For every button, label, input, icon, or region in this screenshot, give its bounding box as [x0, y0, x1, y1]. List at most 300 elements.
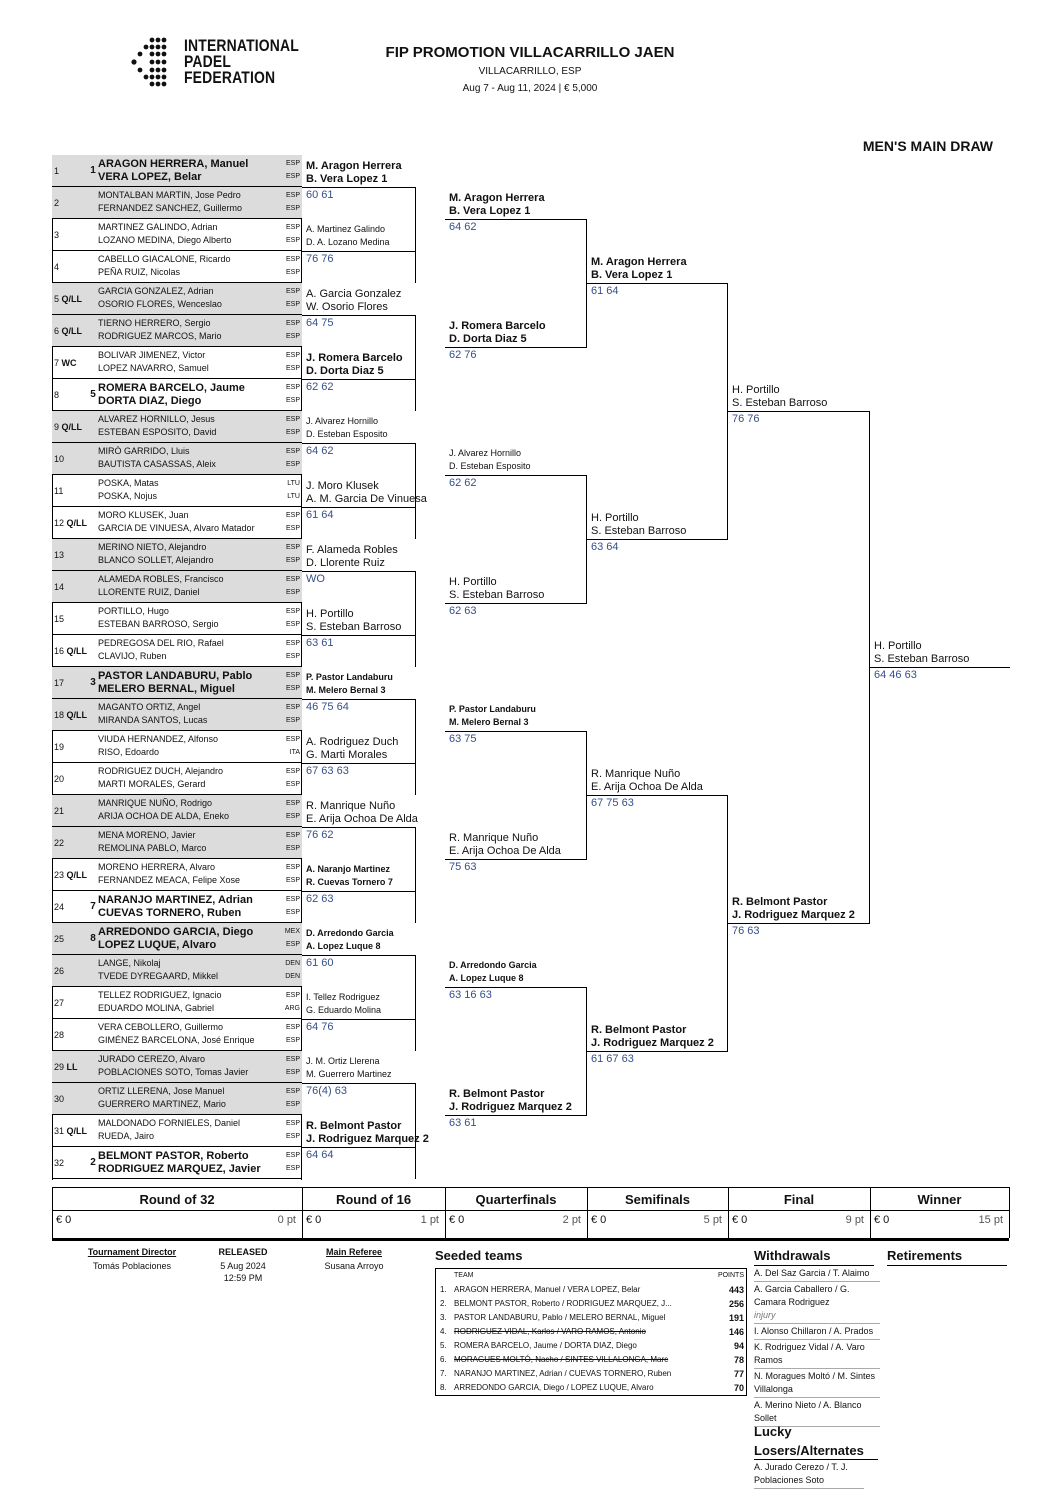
lucky-losers-list	[754, 1460, 864, 1489]
entry-row	[52, 1147, 302, 1179]
player-firstname: Mario	[196, 331, 222, 341]
draw-position-number: 15	[54, 614, 65, 624]
player-firstname: Alvaro	[179, 939, 217, 951]
draw-position-number: 4	[54, 262, 60, 272]
player-name	[98, 939, 288, 951]
r16-team-player-a: A. Rodriguez Duch	[306, 736, 399, 748]
final-winner-line	[728, 923, 870, 924]
player-name	[98, 254, 288, 265]
points-col-header: POINTS	[717, 1272, 744, 1279]
draw-position	[54, 315, 88, 347]
seed-points: 256	[728, 1299, 744, 1309]
country-code: ESP	[285, 237, 300, 244]
entry-row	[52, 507, 302, 539]
player-firstname: David	[190, 427, 217, 437]
player-surname: POSKA,	[98, 491, 132, 501]
round-name: Round of 32	[139, 1192, 215, 1207]
draw-position	[54, 1147, 88, 1179]
sf-team-player-a: M. Aragon Herrera	[591, 256, 687, 268]
draw-position	[54, 411, 88, 443]
qf-score: 63 75	[449, 733, 477, 745]
r16-team-player-a: P. Pastor Landaburu	[306, 672, 393, 682]
country-code: ESP	[285, 800, 300, 807]
sf-score: 61 67 63	[591, 1053, 634, 1065]
draw-position-number: 28	[54, 1030, 65, 1040]
entry-row	[52, 187, 302, 219]
player-firstname: Adrian	[185, 286, 214, 296]
draw-position	[54, 955, 88, 987]
draw-position-number: 12	[54, 518, 65, 528]
sf-winner-line	[587, 795, 728, 796]
player-surname: MANRIQUE NUÑO,	[98, 798, 179, 808]
player-surname: NARANJO MARTINEZ,	[98, 894, 216, 906]
r16-score: 64 76	[306, 1021, 334, 1033]
round-points: 1 pt	[420, 1214, 439, 1226]
sf-winner-line	[587, 283, 728, 284]
withdrawals-list	[754, 1266, 880, 1427]
player-surname: RODRIGUEZ MARCOS,	[98, 331, 197, 341]
seed-points: 70	[733, 1383, 744, 1393]
referee-label: Main Referee	[325, 1247, 383, 1257]
player-firstname: Diego	[167, 395, 202, 407]
qf-winner-line	[445, 987, 587, 988]
player-surname: ESTEBAN BARROSO,	[98, 619, 191, 629]
player-surname: RUEDA,	[98, 1131, 133, 1141]
draw-position-number: 3	[54, 230, 60, 240]
draw-position	[54, 475, 88, 507]
entry-tag: Q/LL	[61, 422, 83, 432]
player-name	[98, 286, 288, 297]
country-code: ESP	[285, 813, 300, 820]
player-surname: TELLEZ RODRIGUEZ,	[98, 990, 191, 1000]
entry-row	[52, 443, 302, 475]
player-name	[98, 491, 288, 502]
player-firstname: Nicolas	[148, 267, 181, 277]
draw-position	[54, 731, 88, 763]
team-col-header: TEAM	[454, 1272, 474, 1279]
r16-winner-line	[302, 507, 416, 508]
player-surname: OSORIO FLORES,	[98, 299, 176, 309]
r16-box-vertical	[415, 1019, 416, 1051]
player-firstname: Ruben	[137, 651, 167, 661]
round-divider	[445, 1187, 446, 1238]
draw-position-number: 23	[54, 870, 65, 880]
country-code: ESP	[285, 544, 300, 551]
player-name	[98, 747, 288, 758]
round-name: Quarterfinals	[475, 1192, 557, 1207]
player-firstname: Juan	[166, 510, 189, 520]
r16-winner-line	[302, 635, 416, 636]
r16-box-vertical	[415, 251, 416, 283]
r16-winner-line	[302, 1147, 416, 1148]
released-date: 5 Aug 2024	[220, 1261, 266, 1271]
sf-score: 61 64	[591, 285, 619, 297]
entry-row	[52, 891, 302, 923]
player-name	[98, 555, 288, 566]
r16-team-player-a: I. Tellez Rodriguez	[306, 992, 380, 1002]
player-firstname: Sergio	[190, 619, 219, 629]
country-code: ESP	[285, 1101, 300, 1108]
round-prize-money: € 0	[449, 1214, 465, 1226]
draw-position	[54, 1019, 88, 1051]
seed-number: 7	[90, 901, 96, 912]
round-divider	[302, 1187, 303, 1238]
player-name	[98, 1131, 288, 1142]
player-surname: FERNANDEZ SANCHEZ,	[98, 203, 202, 213]
player-name	[98, 1022, 288, 1033]
player-name	[98, 1003, 288, 1014]
player-firstname: Alejandro	[183, 766, 224, 776]
player-surname: MORO KLUSEK,	[98, 510, 167, 520]
sf-score: 67 75 63	[591, 797, 634, 809]
player-name	[98, 683, 288, 695]
player-surname: LOPEZ NAVARRO,	[98, 363, 176, 373]
seed-team: NARANJO MARTINEZ, Adrian / CUEVAS TORNERO, Ruben	[454, 1369, 672, 1378]
player-firstname: Alejandro	[173, 555, 214, 565]
r16-team-player-b: M. Melero Bernal 3	[306, 685, 386, 695]
sf-winner-line	[587, 539, 728, 540]
player-surname: GUERRERO MARTINEZ,	[98, 1099, 201, 1109]
player-name	[98, 971, 288, 982]
seed-number: 5	[90, 389, 96, 400]
seed-team: PASTOR LANDABURU, Pablo / MELERO BERNAL, Miguel	[454, 1313, 666, 1322]
r16-winner-line	[302, 571, 416, 572]
player-firstname: Guillermo	[201, 203, 243, 213]
qf-winner-line	[445, 859, 587, 860]
seed-points: 94	[733, 1341, 744, 1351]
tournament-dates: Aug 7 - Aug 11, 2024 | € 5,000	[462, 83, 598, 94]
country-code: ESP	[285, 224, 300, 231]
entry-row	[52, 1083, 302, 1115]
entry-tag: Q/LL	[66, 870, 88, 880]
player-name	[98, 1035, 288, 1046]
draw-position-number: 25	[54, 934, 65, 944]
country-code: MEX	[284, 928, 300, 935]
entry-row	[52, 699, 302, 731]
country-code: LTU	[287, 493, 300, 500]
r16-team-player-a: J. Moro Klusek	[306, 480, 379, 492]
player-surname: PASTOR LANDABURU,	[98, 670, 220, 682]
country-code: ITA	[289, 749, 300, 756]
player-firstname: Jesus	[188, 414, 215, 424]
player-firstname: Sergio	[182, 318, 211, 328]
padel-ball-icon	[130, 34, 170, 96]
country-code: ESP	[285, 256, 300, 263]
player-firstname: Mario	[200, 1099, 226, 1109]
lucky-loser-item: A. Jurado Cerezo / T. J. Poblaciones Soto	[754, 1460, 864, 1489]
player-surname: ALVAREZ HORNILLO,	[98, 414, 189, 424]
seed-points: 191	[728, 1313, 744, 1323]
r16-team-player-a: M. Aragon Herrera	[306, 160, 402, 172]
player-firstname: Alejandro	[166, 542, 207, 552]
round-divider	[870, 1187, 871, 1238]
qf-winner-line	[445, 475, 587, 476]
draw-position	[54, 251, 88, 283]
sf-team-player-b: B. Vera Lopez 1	[591, 269, 673, 281]
draw-position-number: 18	[54, 710, 65, 720]
draw-position-number: 20	[54, 774, 65, 784]
player-surname: ARREDONDO GARCIA,	[98, 926, 220, 938]
draw-position	[54, 443, 88, 475]
r16-winner-line	[302, 251, 416, 252]
country-code: ESP	[285, 1120, 300, 1127]
r16-team-player-b: B. Vera Lopez 1	[306, 173, 388, 185]
entry-row	[52, 411, 302, 443]
fip-logo	[130, 34, 300, 98]
draw-position-number: 22	[54, 838, 65, 848]
country-code: ESP	[285, 461, 300, 468]
entry-tag: Q/LL	[61, 294, 83, 304]
player-surname: MARTINEZ GALINDO,	[98, 222, 190, 232]
final-team-player-b: S. Esteban Barroso	[732, 397, 828, 409]
player-surname: ESTEBAN ESPOSITO,	[98, 427, 191, 437]
player-name	[98, 779, 288, 790]
r16-team-player-a: R. Manrique Nuño	[306, 800, 396, 812]
entry-row	[52, 635, 302, 667]
player-firstname: Aleix	[194, 459, 216, 469]
r16-box-vertical	[415, 827, 416, 859]
entry-row	[52, 859, 302, 891]
round-points: 9 pt	[845, 1214, 864, 1226]
withdrawal-item	[754, 1324, 880, 1340]
director-block	[72, 1247, 192, 1271]
withdrawal-note: injury	[754, 1310, 776, 1320]
draw-position	[54, 539, 88, 571]
country-code: DEN	[285, 973, 300, 980]
r16-winner-line	[302, 187, 416, 188]
qf-score: 75 63	[449, 861, 477, 873]
round-footer-midline	[52, 1210, 1009, 1211]
draw-position	[54, 507, 88, 539]
player-surname: PORTILLO,	[98, 606, 145, 616]
r16-team-player-b: D. A. Lozano Medina	[306, 237, 390, 247]
player-firstname: Felipe Xose	[190, 875, 241, 885]
player-surname: VERA CEBOLLERO,	[98, 1022, 183, 1032]
player-name	[98, 651, 288, 662]
player-firstname: Eneko	[201, 811, 230, 821]
player-firstname: Samuel	[175, 363, 209, 373]
withdrawal-team: I. Alonso Chillaron / A. Prados	[754, 1326, 874, 1336]
country-code: ESP	[285, 1056, 300, 1063]
r16-team-player-b: W. Osorio Flores	[306, 301, 388, 313]
entry-row	[52, 315, 302, 347]
round-points: 5 pt	[703, 1214, 722, 1226]
player-name	[98, 798, 288, 809]
r16-box-vertical	[415, 955, 416, 987]
player-surname: CABELLO GIACALONE,	[98, 254, 198, 264]
entry-row	[52, 571, 302, 603]
seed-row	[436, 1381, 746, 1395]
seed-points: 77	[733, 1369, 744, 1379]
draw-position-number: 2	[54, 198, 60, 208]
seed-row	[436, 1367, 746, 1381]
seed-team: BELMONT PASTOR, Roberto / RODRIGUEZ MARQUEZ, J...	[454, 1299, 672, 1308]
player-firstname: Daniel	[212, 1118, 241, 1128]
draw-position-number: 21	[54, 806, 65, 816]
seed-number: 3	[90, 677, 96, 688]
player-name	[98, 267, 288, 278]
country-code: ESP	[285, 909, 300, 916]
withdrawal-team: K. Rodriguez Vidal / A. Varo Ramos	[754, 1342, 865, 1365]
country-code: ESP	[285, 429, 300, 436]
draw-position-number: 16	[54, 646, 65, 656]
seed-rank: 4.	[440, 1327, 447, 1336]
country-code: ESP	[285, 717, 300, 724]
entry-row	[52, 667, 302, 699]
country-code: ESP	[285, 845, 300, 852]
player-firstname: Rafael	[195, 638, 224, 648]
draw-position	[54, 347, 88, 379]
player-surname: ROMERA BARCELO,	[98, 382, 207, 394]
seed-number: 2	[90, 1157, 96, 1168]
released-label: RELEASED	[218, 1247, 268, 1257]
player-firstname: Alfonso	[186, 734, 219, 744]
entry-row	[52, 955, 302, 987]
winner-line	[870, 667, 1010, 668]
player-surname: VIUDA HERNANDEZ,	[98, 734, 187, 744]
r16-team-player-a: F. Alameda Robles	[306, 544, 398, 556]
country-code: ESP	[285, 781, 300, 788]
country-code: ESP	[285, 832, 300, 839]
round-divider	[1009, 1187, 1010, 1238]
qf-winner-line	[445, 219, 587, 220]
player-firstname: Edoardo	[122, 747, 160, 757]
country-code: ESP	[285, 301, 300, 308]
player-firstname: Nikolaj	[131, 958, 161, 968]
player-firstname: José Enrique	[199, 1035, 255, 1045]
seed-rank: 1.	[440, 1285, 447, 1294]
director-label: Tournament Director	[87, 1247, 177, 1257]
seed-points: 443	[728, 1285, 744, 1295]
player-surname: MIRÓ GARRIDO,	[98, 446, 169, 456]
player-surname: MELERO BERNAL,	[98, 683, 197, 695]
r16-score: 62 62	[306, 381, 334, 393]
player-firstname: Alvaro Matador	[191, 523, 255, 533]
player-surname: DORTA DIAZ,	[98, 395, 168, 407]
draw-position	[54, 635, 88, 667]
r16-score: 64 75	[306, 317, 334, 329]
r16-box-vertical	[415, 315, 416, 347]
country-code: ESP	[285, 288, 300, 295]
country-code: ESP	[285, 173, 300, 180]
player-surname: BAUTISTA CASASSAS,	[98, 459, 195, 469]
player-name	[98, 459, 288, 470]
player-surname: GARCIA GONZALEZ,	[98, 286, 186, 296]
player-name	[98, 171, 288, 183]
seeded-title: Seeded teams	[435, 1248, 523, 1263]
player-firstname: Daniel	[171, 587, 200, 597]
player-name	[98, 350, 288, 361]
player-firstname: Wenceslao	[175, 299, 222, 309]
draw-position-number: 7	[54, 358, 60, 368]
r16-winner-line	[302, 1019, 416, 1020]
player-name	[98, 1150, 288, 1162]
country-code: ESP	[285, 1088, 300, 1095]
player-name	[98, 427, 288, 438]
country-code: ESP	[285, 397, 300, 404]
country-code: ESP	[285, 352, 300, 359]
round-prize-money: € 0	[591, 1214, 607, 1226]
player-name	[98, 670, 288, 682]
qf-team-player-b: M. Melero Bernal 3	[449, 717, 529, 727]
country-code: ESP	[285, 992, 300, 999]
winner-score: 64 46 63	[874, 669, 917, 681]
player-name	[98, 830, 288, 841]
r16-team-player-a: D. Arredondo Garcia	[306, 928, 394, 938]
player-name	[98, 382, 288, 394]
r16-score: 76 62	[306, 829, 334, 841]
draw-position	[54, 667, 88, 699]
round-footer-topline	[52, 1187, 1009, 1188]
entry-row	[52, 987, 302, 1019]
lucky-losers-title	[754, 1422, 864, 1460]
player-firstname: Gerard	[174, 779, 206, 789]
entry-row	[52, 379, 302, 411]
draw-position-number: 6	[54, 326, 60, 336]
seeded-table	[435, 1268, 747, 1396]
player-surname: MIRANDA SANTOS,	[98, 715, 181, 725]
draw-position	[54, 891, 88, 923]
r16-team-player-b: D. Llorente Ruiz	[306, 557, 385, 569]
entry-row	[52, 731, 302, 763]
draw-position-number: 29	[54, 1062, 65, 1072]
country-code: ESP	[285, 864, 300, 871]
r16-team-player-b: A. Lopez Luque 8	[306, 941, 381, 951]
player-firstname: Rodrigo	[178, 798, 213, 808]
draw-position	[54, 987, 88, 1019]
seeded-table-header	[436, 1269, 746, 1283]
round-prize-money: € 0	[874, 1214, 890, 1226]
qf-team-player-a: D. Arredondo Garcia	[449, 960, 537, 970]
country-code: ESP	[285, 192, 300, 199]
round-divider	[52, 1187, 53, 1238]
player-name	[98, 843, 288, 854]
r16-team-player-b: G. Eduardo Molina	[306, 1005, 382, 1015]
sf-winner-line	[587, 1051, 728, 1052]
withdrawal-item	[754, 1340, 880, 1369]
r16-winner-line	[302, 699, 416, 700]
winner-player-b: S. Esteban Barroso	[874, 653, 970, 665]
final-score: 76 76	[732, 413, 760, 425]
country-code: ESP	[285, 365, 300, 372]
country-code: ESP	[285, 448, 300, 455]
qf-team-player-a: J. Alvarez Hornillo	[449, 448, 522, 458]
draw-position	[54, 763, 88, 795]
country-code: ESP	[285, 512, 300, 519]
country-code: ESP	[285, 653, 300, 660]
player-firstname: Ruben	[203, 907, 242, 919]
r16-box-vertical	[415, 1083, 416, 1115]
player-surname: MERINO NIETO,	[98, 542, 167, 552]
sf-team-player-b: J. Rodriguez Marquez 2	[591, 1037, 714, 1049]
country-code: ESP	[285, 768, 300, 775]
player-surname: MARTI MORALES,	[98, 779, 175, 789]
sf-team-player-a: R. Manrique Nuño	[591, 768, 681, 780]
player-surname: ORTIZ LLERENA,	[98, 1086, 171, 1096]
seed-team: ROMERA BARCELO, Jaume / DORTA DIAZ, Diego	[454, 1341, 637, 1350]
player-firstname: Francisco	[182, 574, 224, 584]
player-firstname: Nojus	[131, 491, 158, 501]
player-name	[98, 1118, 288, 1129]
draw-position-number: 17	[54, 678, 65, 688]
country-code: ESP	[285, 320, 300, 327]
draw-position-number: 32	[54, 1158, 65, 1168]
player-firstname: Javier	[169, 830, 196, 840]
player-name	[98, 862, 288, 873]
seed-team: RODRIGUEZ VIDAL, Karlos / VARO RAMOS, Antonio	[454, 1327, 646, 1336]
withdrawals-title: Withdrawals	[754, 1248, 831, 1263]
draw-position-number: 30	[54, 1094, 65, 1104]
